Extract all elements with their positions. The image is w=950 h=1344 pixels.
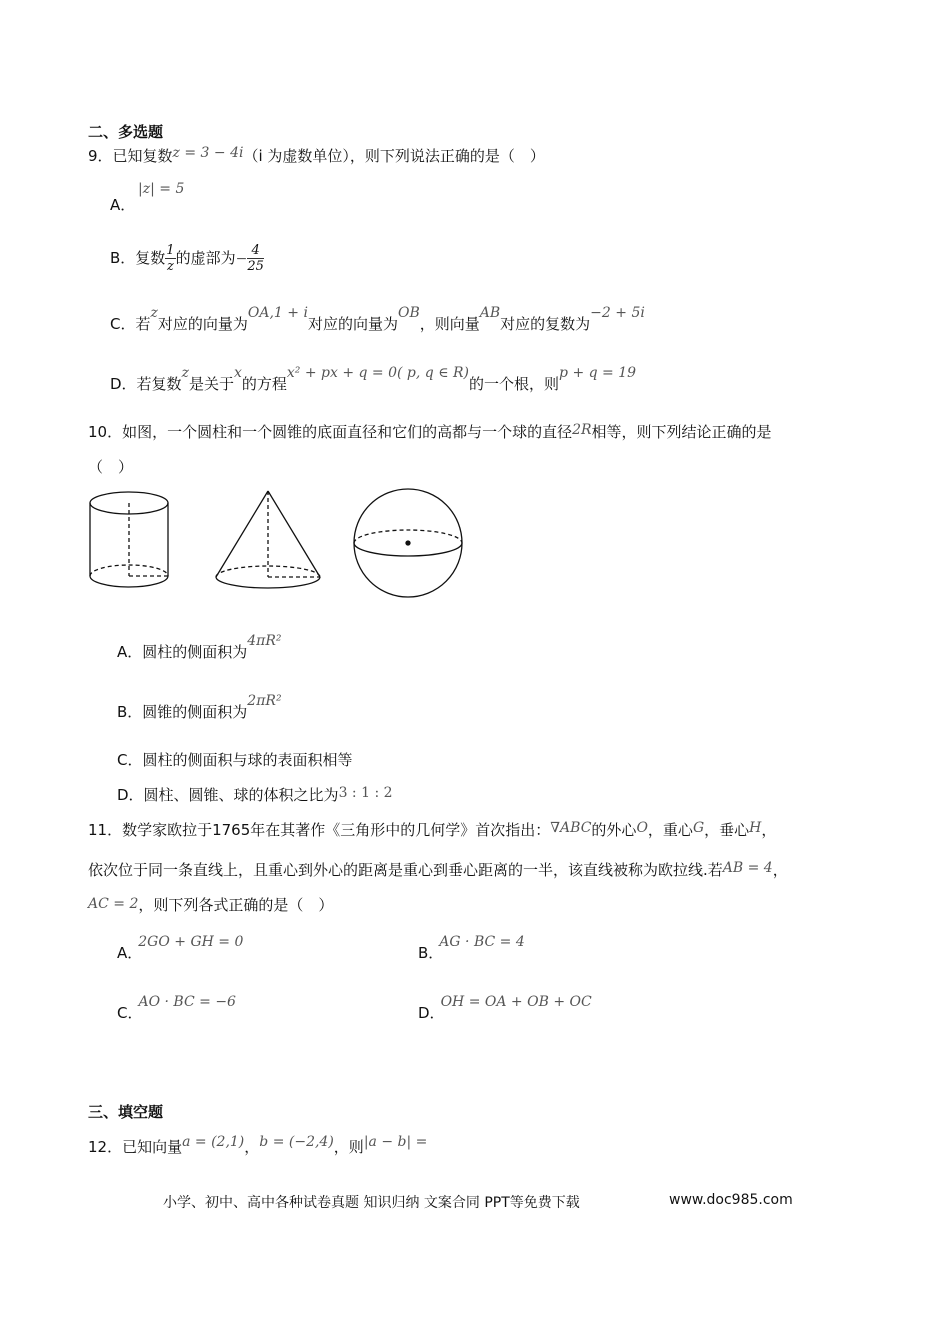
q11-orthocenter-text: ，垂心 — [704, 821, 750, 839]
q9-b-val-num: 4 — [247, 243, 264, 259]
footer-url[interactable]: www.doc985.com — [669, 1192, 793, 1208]
q9-a-label: A． — [110, 196, 136, 214]
q9-b-frac-den: z — [167, 259, 174, 274]
q10-a-math: 4πR² — [247, 633, 282, 649]
q10-d-text: D．圆柱、圆锥、球的体积之比为 — [117, 786, 339, 804]
cylinder-figure — [90, 492, 168, 587]
q9-b-value — [247, 243, 264, 274]
q11-option-a — [117, 934, 244, 963]
q9-d-x: x — [233, 365, 242, 381]
q9-d-text-a: D．若复数 — [110, 375, 182, 393]
q9-option-a — [110, 194, 135, 215]
q9-c-oa: OA,1 + i — [247, 305, 308, 321]
q11-h: H — [749, 820, 762, 836]
q9-c-z: z — [150, 305, 158, 321]
q9-b-val-den: 25 — [247, 259, 264, 274]
q9-d-z: z — [181, 365, 189, 381]
q11-line2-text: 依次位于同一条直线上，且重心到外心的距离是重心到垂心距离的一半，该直线被称为欧拉线.若 — [88, 861, 723, 879]
q9-d-value: p + q = 19 — [559, 365, 637, 381]
q9-b-text-2: 的虚部为 — [175, 249, 236, 267]
question-11-line3 — [88, 894, 333, 915]
q9-option-b — [110, 243, 264, 274]
q11-line1-end: ， — [761, 821, 777, 839]
q11-g: G — [692, 820, 705, 836]
q11-option-c — [117, 994, 236, 1023]
question-11-line1 — [88, 819, 776, 840]
q11-o: O — [636, 820, 648, 836]
q9-c-value: −2 + 5i — [590, 305, 645, 321]
q10-option-b — [117, 693, 282, 722]
q10-option-d — [117, 784, 393, 805]
q9-c-ob: OB — [397, 305, 420, 321]
sphere-figure — [354, 489, 462, 597]
footer-promo-text: 小学、初中、高中各种试卷真题 知识归纳 文案合同 PPT等免费下载 — [163, 1195, 580, 1211]
q11-line3-text: ，则下列各式正确的是（ ） — [138, 896, 334, 914]
q9-b-neg: − — [235, 251, 248, 267]
q9-z-definition: z = 3 − 4i — [172, 145, 244, 161]
q9-d-text-b: 是关于 — [188, 375, 234, 393]
q9-option-c — [110, 305, 645, 334]
q10-stem-text: 10．如图，一个圆柱和一个圆锥的底面直径和它们的高都与一个球的直径 — [88, 423, 573, 441]
q10-option-a — [117, 633, 282, 662]
q11-a-label: A． — [117, 944, 143, 962]
q12-then: ，则 — [333, 1138, 364, 1156]
q9-c-text-a: C．若 — [110, 315, 151, 333]
q11-ab: AB = 4 — [722, 860, 773, 876]
question-10-stem — [88, 421, 772, 442]
q11-line2-end: ， — [772, 861, 788, 879]
q10-diameter: 2R — [572, 422, 592, 438]
q10-option-c: C．圆柱的侧面积与球的表面积相等 — [117, 751, 353, 769]
q11-b-math: AG · BC = 4 — [439, 934, 525, 950]
q11-option-d — [418, 994, 592, 1023]
q11-option-b — [418, 934, 525, 963]
q9-stem-tail: （i 为虚数单位），则下列说法正确的是（ ） — [243, 147, 545, 165]
q9-d-text-c: 的方程 — [241, 375, 287, 393]
q11-circumcenter-text: 的外心 — [591, 821, 637, 839]
q12-separator: ， — [244, 1138, 260, 1156]
question-11-line2 — [88, 859, 788, 880]
q10-answer-paren: （ ） — [88, 458, 134, 476]
q10-a-text: A．圆柱的侧面积为 — [117, 643, 248, 661]
q11-ac: AC = 2 — [88, 896, 139, 912]
q11-b-label: B． — [418, 944, 444, 962]
q11-d-label: D． — [418, 1004, 445, 1022]
q10-stem-tail: 相等，则下列结论正确的是 — [591, 423, 772, 441]
section-title-multiple-choice: 二、多选题 — [88, 123, 164, 141]
q9-c-text-c: 对应的向量为 — [307, 315, 398, 333]
q9-c-ab: AB — [479, 305, 501, 321]
q9-c-text-b: 对应的向量为 — [157, 315, 248, 333]
q10-b-text: B．圆锥的侧面积为 — [117, 703, 248, 721]
q11-triangle: ∇ABC — [550, 820, 592, 836]
q9-c-text-d: ，则向量 — [419, 315, 480, 333]
q9-b-text: B．复数 — [110, 249, 166, 267]
q9-b-fraction — [165, 243, 175, 274]
q11-a-math: 2GO + GH = 0 — [138, 934, 244, 950]
q12-vector-b: b = (−2,4) — [259, 1134, 334, 1150]
q11-line1-text: 11．数学家欧拉于1765年在其著作《三角形中的几何学》首次指出： — [88, 821, 551, 839]
section-title-fill-in: 三、填空题 — [88, 1103, 164, 1121]
q10-d-math: 3 : 1 : 2 — [338, 785, 393, 801]
q11-c-label: C． — [117, 1004, 143, 1022]
q9-d-text-d: 的一个根，则 — [469, 375, 560, 393]
q9-d-equation: x² + px + q = 0( p, q ∈ R) — [286, 365, 470, 381]
question-12-stem — [88, 1136, 427, 1157]
q9-b-frac-num: 1 — [166, 243, 175, 258]
q9-stem-text: 9．已知复数 — [88, 147, 173, 165]
q12-stem-text: 12．已知向量 — [88, 1138, 183, 1156]
q12-magnitude: |a − b| = — [363, 1134, 428, 1150]
q12-vector-a: a = (2,1) — [182, 1134, 245, 1150]
q10-b-math: 2πR² — [247, 693, 282, 709]
q11-centroid-text: ，重心 — [647, 821, 693, 839]
q11-d-math: OH = OA + OB + OC — [440, 994, 592, 1010]
q10-figure — [80, 485, 480, 600]
q9-c-text-e: 对应的复数为 — [500, 315, 591, 333]
question-9-stem — [88, 145, 545, 166]
q9-a-math: |z| = 5 — [138, 181, 185, 197]
q11-c-math: AO · BC = −6 — [138, 994, 236, 1010]
q9-option-d — [110, 365, 637, 394]
cone-figure — [216, 491, 320, 588]
